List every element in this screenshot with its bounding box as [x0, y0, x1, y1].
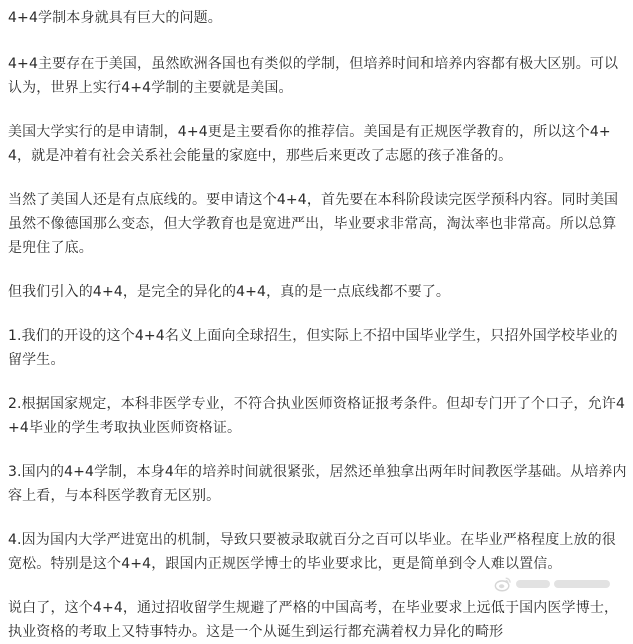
document-body: [8, 6, 628, 644]
paragraph-alienated: 但我们引入的4+4，是完全的异化的4+4，真的是一点底线都不要了。: [8, 284, 451, 300]
paragraph-conclusion: 说白了，这个4+4，通过招收留学生规避了严格的中国高考，在毕业要求上远低于国内医学博士，执业资格的考取上又特事特办。这是一个从诞生到运行都充满着权力异化的畸形: [8, 600, 619, 640]
watermark-handle-blur: [516, 580, 550, 588]
paragraph-point-2: 2.根据国家规定，本科非医学专业，不符合执业医师资格证报考条件。但却专门开了个口子，允许4+4毕业的学生考取执业医师资格证。: [8, 396, 626, 436]
paragraph-us-baseline: 当然了美国人还是有点底线的。要申请这个4+4，首先要在本科阶段读完医学预科内容。同时美国虽然不像德国那么变态，但大学教育也是宽进严出，毕业要求非常高，淘汰率也非常高。所以总算是兜住了底。: [8, 192, 619, 256]
paragraph-point-3: 3.国内的4+4学制，本身4年的培养时间就很紧张，居然还单独拿出两年时间教医学基础。从培养内容上看，与本科医学教育无区别。: [8, 464, 627, 504]
weibo-logo-icon: [494, 575, 512, 593]
paragraph-usa-origin: 4+4主要存在于美国，虽然欧洲各国也有类似的学制，但培养时间和培养内容都有极大区别。可以认为，世界上实行4+4学制的主要就是美国。: [8, 56, 619, 96]
paragraph-point-4: 4.因为国内大学严进宽出的机制，导致只要被录取就百分之百可以毕业。在毕业严格程度上放的很宽松。特别是这个4+4，跟国内正规医学博士的毕业要求比，更是简单到令人难以置信。: [8, 532, 616, 572]
paragraph-intro: 4+4学制本身就具有巨大的问题。: [8, 10, 222, 26]
watermark: [492, 574, 618, 594]
watermark-handle-blur-2: [554, 580, 610, 588]
paragraph-point-1: 1.我们的开设的这个4+4名义上面向全球招生，但实际上不招中国毕业学生，只招外国学校毕业的留学生。: [8, 328, 618, 368]
paragraph-application-system: 美国大学实行的是申请制，4+4更是主要看你的推荐信。美国是有正规医学教育的，所以这个4+4，就是冲着有社会关系社会能量的家庭中，那些后来更改了志愿的孩子准备的。: [8, 124, 611, 164]
